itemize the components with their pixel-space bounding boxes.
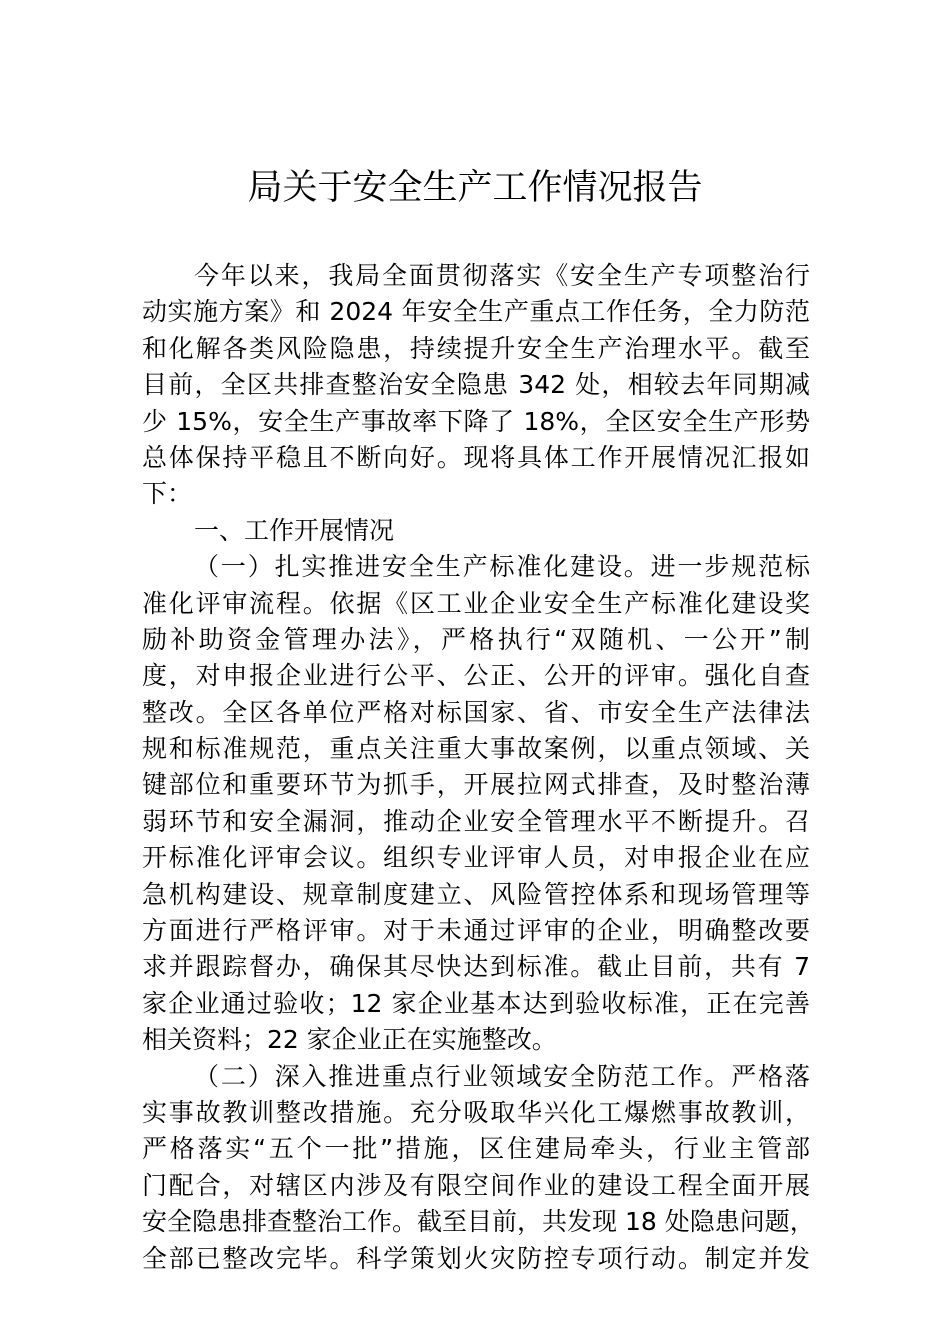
paragraph-line: 方面进行严格评审。对于未通过评审的企业，明确整改要 [142, 916, 810, 946]
paragraph-line: 门配合，对辖区内涉及有限空间作业的建设工程全面开展 [142, 1170, 810, 1200]
paragraph-line: （一）扎实推进安全生产标准化建设。进一步规范标 [194, 552, 810, 582]
paragraph-line: 急机构建设、规章制度建立、风险管控体系和现场管理等 [142, 879, 810, 909]
paragraph-line: 今年以来，我局全面贯彻落实《安全生产专项整治行 [194, 261, 810, 290]
paragraph-line: 和化解各类风险隐患，持续提升安全生产治理水平。截至 [142, 333, 810, 363]
paragraph-line: （二）深入推进重点行业领域安全防范工作。严格落 [194, 1061, 810, 1091]
section-heading: 一、工作开展情况 [194, 515, 395, 545]
paragraph-line: 励补助资金管理办法》，严格执行“双随机、一公开”制 [142, 624, 810, 654]
paragraph-line: 全部已整改完毕。科学策划火灾防控专项行动。制定并发 [142, 1243, 810, 1273]
document-title: 局关于安全生产工作情况报告 [247, 168, 703, 208]
paragraph-line: 目前，全区共排查整治安全隐患 342 处，相较去年同期减 [142, 370, 810, 400]
paragraph-line: 下： [142, 479, 193, 509]
paragraph-line: 键部位和重要环节为抓手，开展拉网式排查，及时整治薄 [142, 770, 810, 800]
paragraph-line: 实事故教训整改措施。充分吸取华兴化工爆燃事故教训， [142, 1097, 810, 1127]
paragraph-line: 准化评审流程。依据《区工业企业安全生产标准化建设奖 [142, 588, 810, 618]
paragraph-line: 求并跟踪督办，确保其尽快达到标准。截止目前，共有 7 [142, 952, 810, 982]
paragraph-line: 严格落实“五个一批”措施，区住建局牵头，行业主管部 [142, 1134, 810, 1164]
paragraph-line: 家企业通过验收；12 家企业基本达到验收标准，正在完善 [142, 988, 810, 1018]
paragraph-line: 总体保持平稳且不断向好。现将具体工作开展情况汇报如 [142, 442, 810, 472]
paragraph-line: 少 15%，安全生产事故率下降了 18%，全区安全生产形势 [142, 406, 810, 436]
paragraph-line: 相关资料；22 家企业正在实施整改。 [142, 1025, 557, 1055]
paragraph-line: 弱环节和安全漏洞，推动企业安全管理水平不断提升。召 [142, 806, 810, 836]
paragraph-line: 整改。全区各单位严格对标国家、省、市安全生产法律法 [142, 697, 810, 727]
document-body [142, 258, 815, 1277]
paragraph-line: 度，对申报企业进行公平、公正、公开的评审。强化自查 [142, 661, 810, 691]
paragraph-line: 规和标准规范，重点关注重大事故案例，以重点领域、关 [142, 734, 810, 764]
paragraph-line: 安全隐患排查整治工作。截至目前，共发现 18 处隐患问题， [142, 1207, 815, 1237]
paragraph-line: 动实施方案》和 2024 年安全生产重点工作任务，全力防范 [142, 297, 810, 327]
paragraph-line: 开标准化评审会议。组织专业评审人员，对申报企业在应 [142, 843, 810, 873]
